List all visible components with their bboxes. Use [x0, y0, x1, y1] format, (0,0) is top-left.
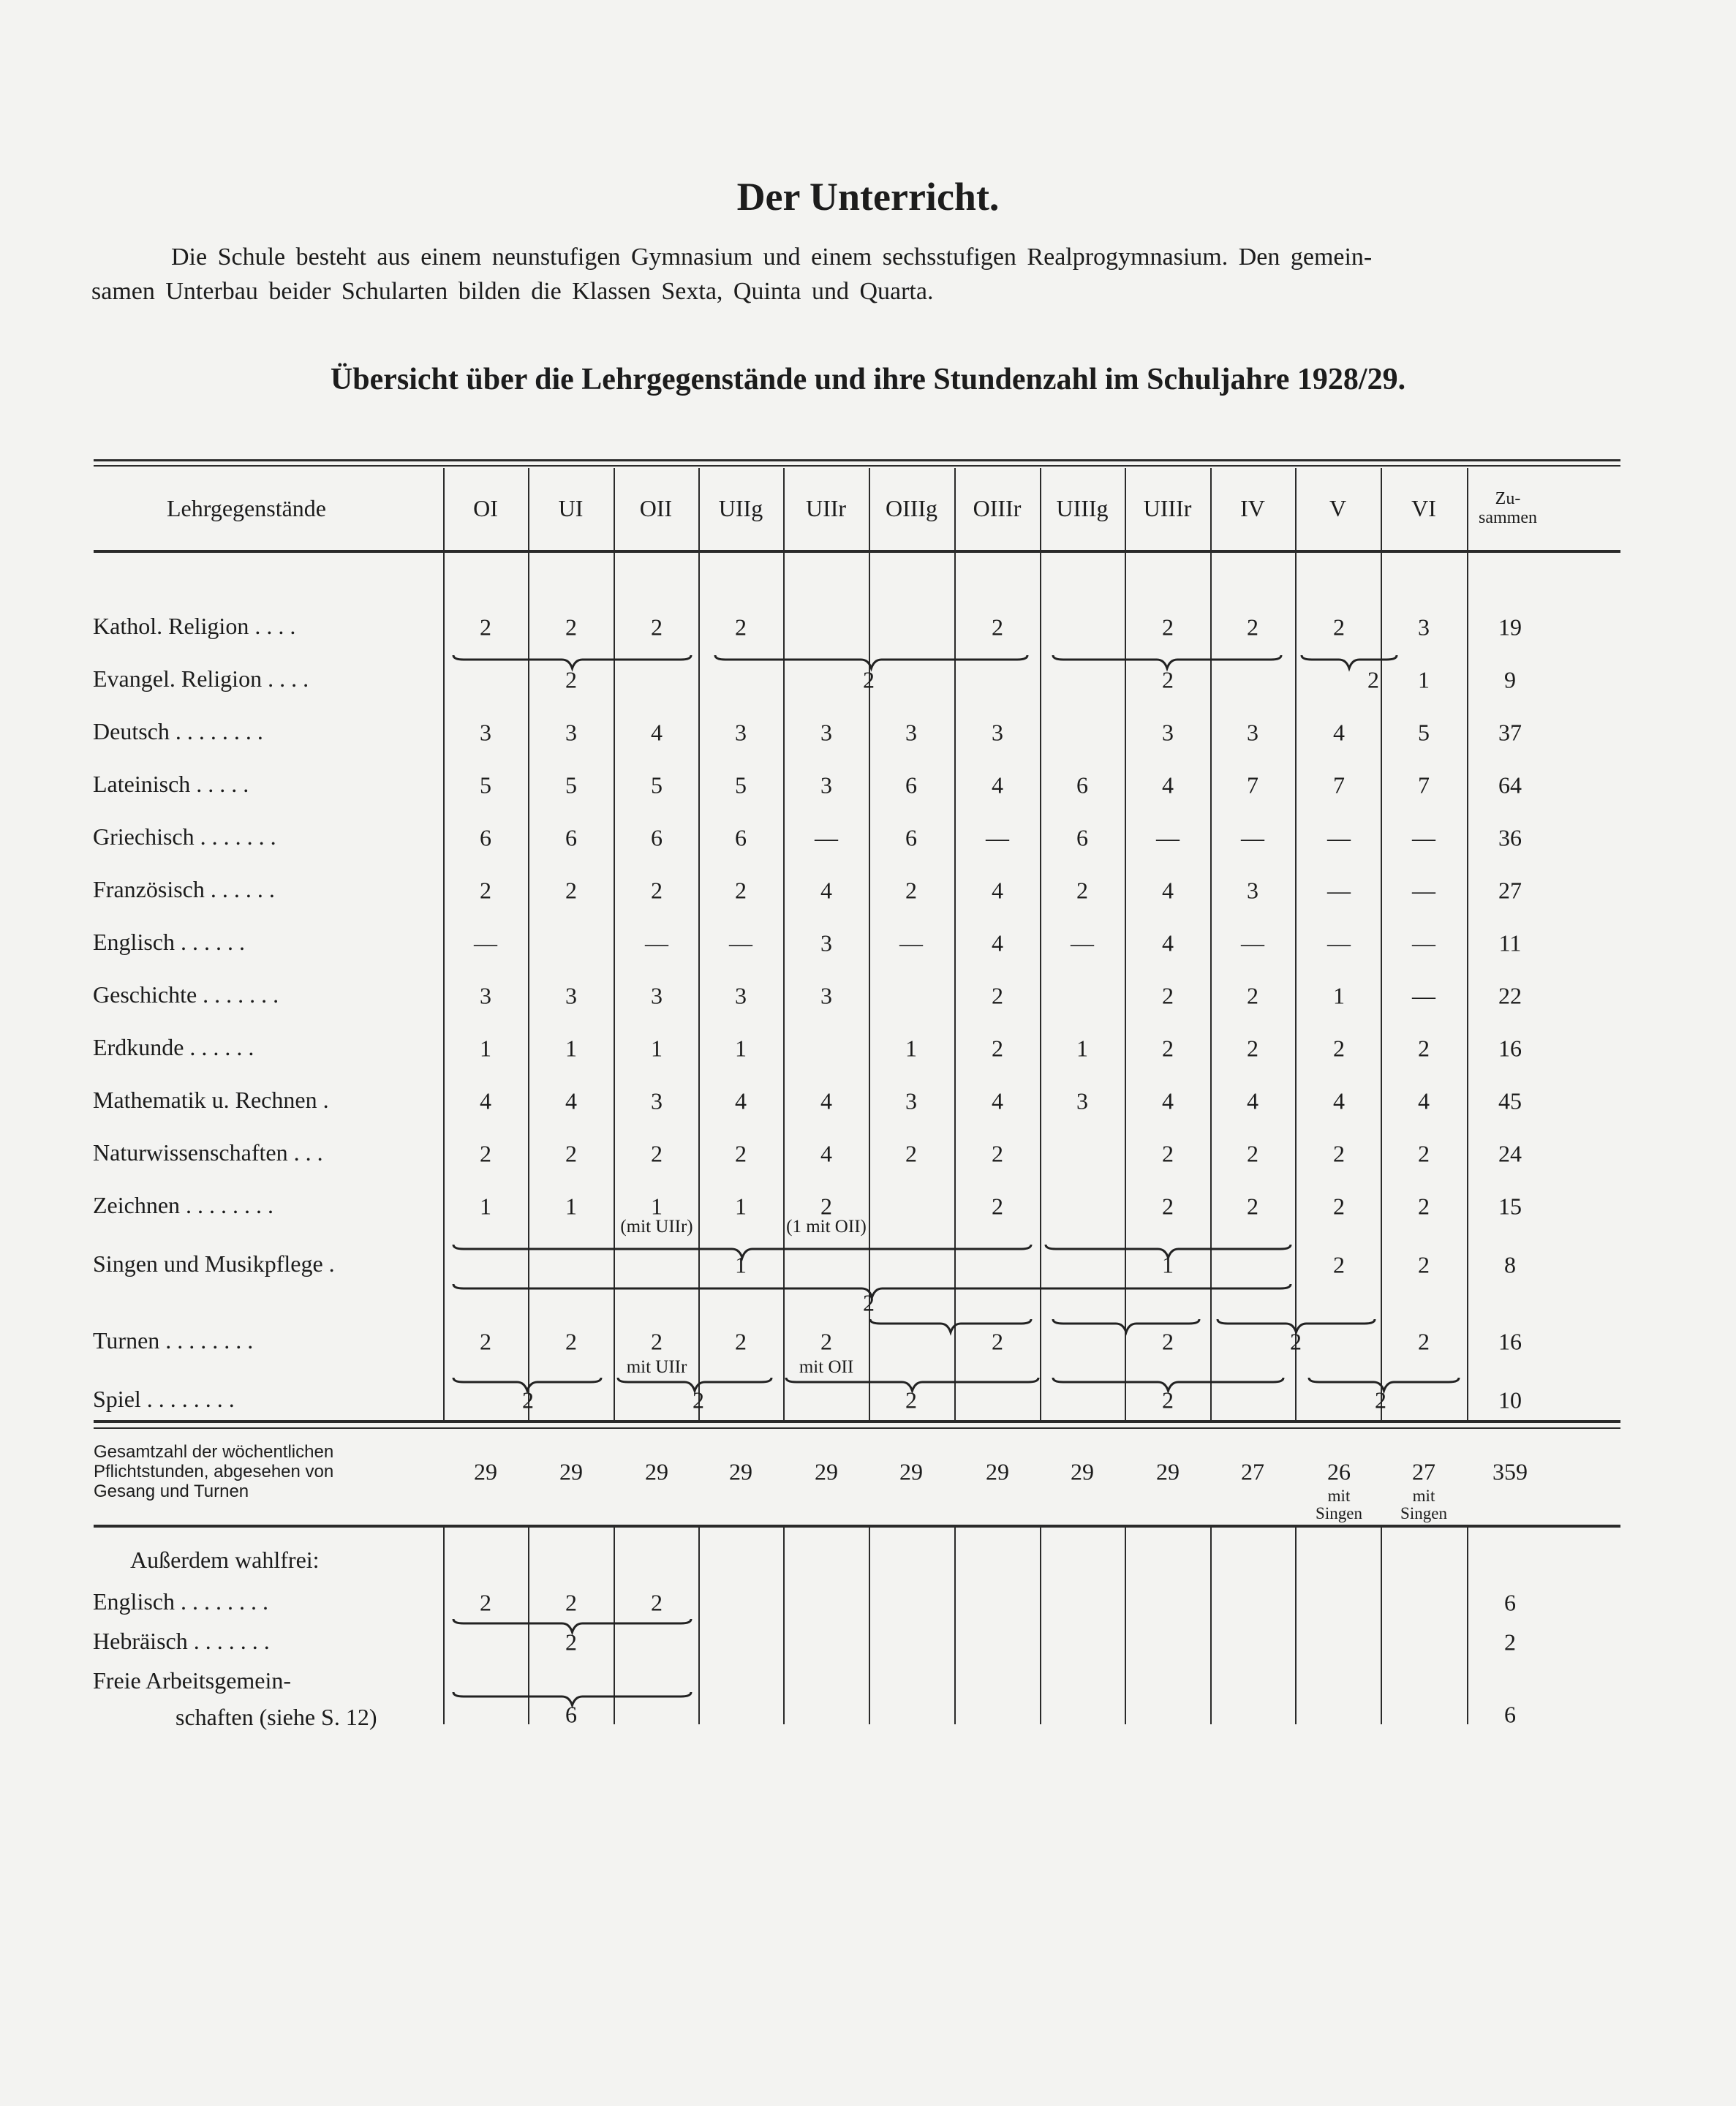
cell: 2: [565, 666, 577, 693]
row-total: 9: [1504, 666, 1516, 693]
totals-cell: 29: [559, 1458, 583, 1485]
cell: 3: [565, 719, 577, 746]
column-rule: [869, 468, 870, 1422]
totals-cell: 26: [1327, 1458, 1351, 1485]
intro-line-1: Die Schule besteht aus einem neunstufigen Gymnasium und einem sechsstufigen Realprogymnasium. Den gemein-: [171, 244, 1373, 271]
cell: 2: [651, 1140, 663, 1167]
cell: 1: [565, 1193, 577, 1220]
cell: 2: [651, 877, 663, 904]
cell: 6: [480, 824, 491, 851]
cell: 3: [1162, 719, 1174, 746]
totals-label-line-1: Gesamtzahl der wöchentlichen: [94, 1442, 334, 1462]
column-rule-lower: [869, 1527, 870, 1724]
cell: —: [1071, 929, 1094, 956]
totals-label-line-3: Gesang und Turnen: [94, 1482, 249, 1501]
optional-row-label-1: Freie Arbeitsgemein-: [93, 1667, 292, 1694]
column-rule-lower: [1381, 1527, 1382, 1724]
cell: 1: [1418, 666, 1430, 693]
totals-cell: 29: [729, 1458, 752, 1485]
cell: 7: [1247, 771, 1258, 799]
page-title: Der Unterricht.: [736, 175, 1000, 219]
cell: 2: [1290, 1328, 1302, 1355]
cell: 4: [1333, 719, 1345, 746]
cell: 1: [1162, 1251, 1174, 1278]
cell: 3: [480, 982, 491, 1009]
cell: —: [815, 824, 838, 851]
cell: 3: [1247, 719, 1258, 746]
cell: 2: [992, 614, 1003, 641]
cell: 6: [905, 824, 917, 851]
cell: 6: [1076, 771, 1088, 799]
column-rule: [954, 468, 956, 1422]
row-total: 11: [1498, 929, 1522, 956]
cell: —: [1327, 824, 1351, 851]
cell: 2: [1333, 1193, 1345, 1220]
cell: 1: [735, 1251, 747, 1278]
cell: 2: [1247, 1193, 1258, 1220]
cell: 2: [992, 1035, 1003, 1062]
cell: 2: [905, 877, 917, 904]
cell: 2: [992, 982, 1003, 1009]
row-total: 16: [1498, 1035, 1522, 1062]
cell: 4: [992, 771, 1003, 799]
totals-cell: 29: [986, 1458, 1009, 1485]
totals-bottom-rule: [94, 1525, 1620, 1528]
row-label: Zeichnen . . . . . . . .: [93, 1192, 274, 1218]
group-brace: [1053, 1319, 1199, 1332]
optional-row-label-2: schaften (siehe S. 12): [176, 1704, 377, 1730]
cell: 2: [565, 877, 577, 904]
row-label: Turnen . . . . . . . .: [93, 1327, 254, 1354]
column-rule-lower: [1210, 1527, 1212, 1724]
row-label: Mathematik u. Rechnen .: [93, 1087, 329, 1113]
cell: 2: [480, 877, 491, 904]
cell: 5: [651, 771, 663, 799]
cell: 2: [735, 877, 747, 904]
cell: 4: [1162, 771, 1174, 799]
cell: 3: [480, 719, 491, 746]
cell: 2: [1076, 877, 1088, 904]
cell: —: [1412, 877, 1435, 904]
cell: 2: [1247, 1140, 1258, 1167]
column-rule: [1210, 468, 1212, 1422]
cell: 2: [1162, 1328, 1174, 1355]
cell: 3: [905, 1087, 917, 1114]
header-v: V: [1329, 494, 1347, 521]
cell: 5: [735, 771, 747, 799]
cell: 2: [692, 1386, 704, 1414]
totals-cell: 29: [1156, 1458, 1180, 1485]
cell: —: [645, 929, 668, 956]
totals-cell: 29: [474, 1458, 497, 1485]
totals-label: [94, 1442, 333, 1501]
optional-row-label: Englisch . . . . . . . .: [93, 1588, 268, 1615]
cell: —: [1327, 929, 1351, 956]
header-oiiig: OIIIg: [885, 494, 938, 521]
note: mit UIIr: [626, 1357, 687, 1377]
totals-total: 359: [1492, 1458, 1528, 1485]
cell: 1: [1076, 1035, 1088, 1062]
row-label: Singen und Musikpflege .: [93, 1250, 335, 1277]
intro-line-2: samen Unterbau beider Schularten bilden die Klassen Sexta, Quinta und Quarta.: [91, 278, 934, 305]
totals-cell: 29: [815, 1458, 838, 1485]
cell: 4: [992, 929, 1003, 956]
cell: 4: [651, 719, 663, 746]
cell: 2: [1162, 1386, 1174, 1414]
column-rule-lower: [528, 1527, 529, 1724]
cell: 3: [820, 929, 832, 956]
row-label: Geschichte . . . . . . .: [93, 981, 279, 1008]
cell: 2: [1333, 1251, 1345, 1278]
column-rule: [1040, 468, 1041, 1422]
cell: 2: [820, 1328, 832, 1355]
row-label: Erdkunde . . . . . .: [93, 1034, 254, 1060]
cell: 4: [735, 1087, 747, 1114]
cell: 2: [565, 1328, 577, 1355]
column-rule: [443, 468, 445, 1422]
cell: —: [1156, 824, 1180, 851]
cell: 4: [1162, 1087, 1174, 1114]
cell: 1: [905, 1035, 917, 1062]
cell: 2: [480, 1140, 491, 1167]
cell: 2: [992, 1140, 1003, 1167]
totals-label-line-2: Pflichtstunden, abgesehen von: [94, 1462, 334, 1482]
cell: —: [1412, 982, 1435, 1009]
cell: 2: [1418, 1035, 1430, 1062]
cell: 3: [905, 719, 917, 746]
table-top-rule-thin: [94, 465, 1620, 467]
header-uiir: UIIr: [805, 494, 847, 521]
cell: 6: [651, 824, 663, 851]
cell: 4: [820, 1087, 832, 1114]
header-oi: OI: [473, 494, 498, 521]
cell: 1: [735, 1035, 747, 1062]
row-total: 16: [1498, 1328, 1522, 1355]
cell: 4: [992, 1087, 1003, 1114]
cell: 4: [820, 877, 832, 904]
header-oiiir: OIIIr: [973, 494, 1022, 521]
cell: 2: [735, 614, 747, 641]
header-uiig: UIIg: [718, 494, 763, 521]
totals-top-rule-thin: [94, 1427, 1620, 1429]
cell: 2: [1333, 614, 1345, 641]
cell: 3: [651, 1087, 663, 1114]
cell: 2: [1367, 666, 1379, 693]
cell: —: [1412, 929, 1435, 956]
cell: —: [899, 929, 923, 956]
cell: 6: [735, 824, 747, 851]
cell: 2: [735, 1328, 747, 1355]
cell: 6: [905, 771, 917, 799]
row-label: Französisch . . . . . .: [93, 876, 275, 902]
cell: 3: [820, 771, 832, 799]
column-rule: [1381, 468, 1382, 1422]
column-rule-lower: [1125, 1527, 1126, 1724]
cell: 4: [1162, 877, 1174, 904]
cell: 2: [992, 1328, 1003, 1355]
cell: 3: [992, 719, 1003, 746]
table-title: Übersicht über die Lehrgegenstände und ihre Stundenzahl im Schuljahre 1928/29.: [330, 363, 1406, 396]
cell: 3: [651, 982, 663, 1009]
row-label: Kathol. Religion . . . .: [93, 613, 296, 639]
column-rule-lower: [783, 1527, 785, 1724]
group-brace: [870, 1319, 1031, 1332]
row-label: Evangel. Religion . . . .: [93, 665, 309, 692]
cell: 2: [651, 614, 663, 641]
optional-cell: 2: [565, 1589, 577, 1616]
cell: 2: [1247, 982, 1258, 1009]
cell: —: [1241, 929, 1264, 956]
cell: 2: [1333, 1035, 1345, 1062]
optional-cell: 2: [565, 1628, 577, 1656]
row-total: 36: [1498, 824, 1522, 851]
cell: 2: [1418, 1251, 1430, 1278]
row-total: 24: [1498, 1140, 1522, 1167]
column-rule: [528, 468, 529, 1422]
header-subject: Lehrgegenstände: [167, 494, 326, 521]
column-rule: [1295, 468, 1297, 1422]
cell: 7: [1333, 771, 1345, 799]
note: (1 mit OII): [786, 1217, 867, 1237]
cell: 2: [820, 1193, 832, 1220]
cell: 4: [1247, 1087, 1258, 1114]
cell: 4: [1162, 929, 1174, 956]
header-oii: OII: [639, 494, 673, 521]
note: (mit UIIr): [620, 1217, 693, 1237]
row-total: 10: [1498, 1386, 1522, 1414]
cell: 2: [1247, 614, 1258, 641]
cell: 2: [565, 614, 577, 641]
cell: —: [1241, 824, 1264, 851]
row-label: Spiel . . . . . . . .: [93, 1386, 235, 1412]
optional-cell: 2: [651, 1589, 663, 1616]
cell: 4: [820, 1140, 832, 1167]
cell: 4: [1418, 1087, 1430, 1114]
header-bottom-rule: [94, 550, 1620, 553]
cell: 2: [1162, 666, 1174, 693]
column-rule-lower: [698, 1527, 700, 1724]
cell: —: [1327, 877, 1351, 904]
totals-cell: 27: [1241, 1458, 1264, 1485]
cell: 2: [565, 1140, 577, 1167]
row-label: Englisch . . . . . .: [93, 929, 245, 955]
cell: 2: [863, 666, 875, 693]
column-rule-lower: [1467, 1527, 1468, 1724]
cell: 7: [1418, 771, 1430, 799]
column-rule-lower: [1040, 1527, 1041, 1724]
cell: 2: [863, 1289, 875, 1316]
column-rule: [1125, 468, 1126, 1422]
optional-row-label: Hebräisch . . . . . . .: [93, 1628, 270, 1654]
column-rule: [698, 468, 700, 1422]
cell: 1: [480, 1193, 491, 1220]
cell: 2: [1418, 1140, 1430, 1167]
totals-note-vi: mit Singen: [1400, 1487, 1447, 1522]
row-label: Lateinisch . . . . .: [93, 771, 249, 797]
cell: —: [1412, 824, 1435, 851]
column-rule: [614, 468, 615, 1422]
cell: 2: [1418, 1328, 1430, 1355]
optional-total: 2: [1504, 1628, 1516, 1656]
column-rule-lower: [954, 1527, 956, 1724]
group-brace: [1302, 655, 1397, 668]
note: mit OII: [799, 1357, 854, 1377]
cell: 3: [565, 982, 577, 1009]
cell: 5: [480, 771, 491, 799]
cell: 4: [1333, 1087, 1345, 1114]
row-total: 22: [1498, 982, 1522, 1009]
cell: 4: [565, 1087, 577, 1114]
optional-cell: 2: [480, 1589, 491, 1616]
cell: 2: [480, 614, 491, 641]
cell: 6: [565, 824, 577, 851]
cell: 2: [735, 1140, 747, 1167]
cell: 2: [651, 1328, 663, 1355]
row-label: Naturwissenschaften . . .: [93, 1139, 323, 1166]
row-label: Griechisch . . . . . . .: [93, 823, 276, 850]
column-rule: [783, 468, 785, 1422]
cell: —: [729, 929, 752, 956]
optional-total: 6: [1504, 1589, 1516, 1616]
cell: 2: [522, 1386, 534, 1414]
cell: 3: [1247, 877, 1258, 904]
totals-cell: 27: [1412, 1458, 1435, 1485]
cell: 3: [735, 719, 747, 746]
optional-total: 6: [1504, 1701, 1516, 1728]
cell: 2: [1162, 1140, 1174, 1167]
cell: 5: [565, 771, 577, 799]
column-rule-lower: [443, 1527, 445, 1724]
cell: 2: [1333, 1140, 1345, 1167]
header-uiiir: UIIIr: [1143, 494, 1192, 521]
cell: 3: [1076, 1087, 1088, 1114]
cell: 1: [1333, 982, 1345, 1009]
totals-top-rule: [94, 1420, 1620, 1423]
cell: 3: [1418, 614, 1430, 641]
totals-cell: 29: [645, 1458, 668, 1485]
row-total: 8: [1504, 1251, 1516, 1278]
row-total: 37: [1498, 719, 1522, 746]
cell: 2: [905, 1140, 917, 1167]
cell: 1: [651, 1035, 663, 1062]
row-total: 64: [1498, 771, 1522, 799]
cell: 1: [735, 1193, 747, 1220]
optional-cell: 6: [565, 1701, 577, 1728]
header-ui: UI: [558, 494, 584, 521]
cell: 1: [565, 1035, 577, 1062]
column-rule: [1467, 468, 1468, 1422]
cell: 2: [905, 1386, 917, 1414]
cell: 3: [820, 719, 832, 746]
cell: 5: [1418, 719, 1430, 746]
column-rule-lower: [1295, 1527, 1297, 1724]
totals-cell: 29: [899, 1458, 923, 1485]
cell: 3: [735, 982, 747, 1009]
cell: 4: [992, 877, 1003, 904]
cell: 6: [1076, 824, 1088, 851]
cell: 2: [1162, 982, 1174, 1009]
cell: 1: [480, 1035, 491, 1062]
cell: 1: [651, 1193, 663, 1220]
cell: 2: [1247, 1035, 1258, 1062]
cell: 2: [1418, 1193, 1430, 1220]
row-label: Deutsch . . . . . . . .: [93, 718, 263, 744]
row-total: 27: [1498, 877, 1522, 904]
totals-cell: 29: [1071, 1458, 1094, 1485]
row-total: 19: [1498, 614, 1522, 641]
row-total: 15: [1498, 1193, 1522, 1220]
cell: —: [474, 929, 497, 956]
cell: 3: [820, 982, 832, 1009]
row-total: 45: [1498, 1087, 1522, 1114]
header-iv: IV: [1240, 494, 1265, 521]
header-uiiig: UIIIg: [1056, 494, 1109, 521]
table-top-rule: [94, 459, 1620, 461]
column-rule-lower: [614, 1527, 615, 1724]
header-vi: VI: [1411, 494, 1436, 521]
cell: 2: [1162, 1193, 1174, 1220]
optional-heading: Außerdem wahlfrei:: [130, 1547, 320, 1573]
cell: 2: [992, 1193, 1003, 1220]
cell: 2: [1375, 1386, 1386, 1414]
cell: 4: [480, 1087, 491, 1114]
totals-note-v: mit Singen: [1316, 1487, 1362, 1522]
cell: —: [986, 824, 1009, 851]
cell: 2: [480, 1328, 491, 1355]
cell: 2: [1162, 1035, 1174, 1062]
header-total: Zu- sammen: [1479, 489, 1537, 527]
cell: 2: [1162, 614, 1174, 641]
